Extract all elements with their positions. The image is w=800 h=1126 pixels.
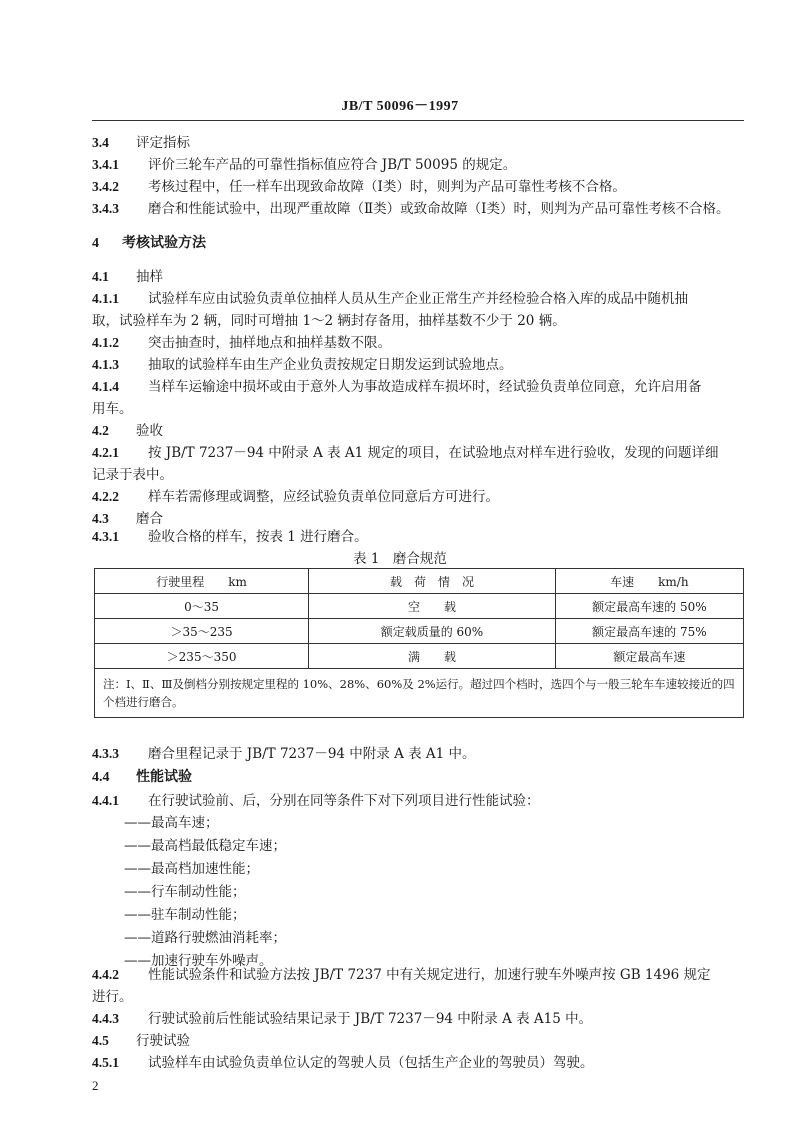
- clause-4-4: 4.4 性能试验: [92, 769, 192, 785]
- dash-item: ——最高档加速性能；: [124, 861, 259, 877]
- table-cell: 满 载: [309, 644, 556, 669]
- clause-4-3-1: 4.3.1 验收合格的样车，按表 1 进行磨合。: [92, 529, 368, 545]
- table-cell: 额定最高车速的 75%: [555, 619, 743, 644]
- table-cell: 额定载质量的 60%: [309, 619, 556, 644]
- table-header-cell: 载 荷 情 况: [309, 569, 556, 594]
- table-note: 注：Ⅰ、Ⅱ、Ⅲ及倒档分别按规定里程的 10%、28%、60%及 2%运行。超过四个档时，选四个与一般三轮车车速较接近的四个档进行磨合。: [95, 669, 744, 718]
- table-row: [95, 644, 744, 669]
- clause-4-1-4: 4.1.4 当样车运输途中损坏或由于意外人为事故造成样车损坏时，经试验负责单位同意，允许启用备: [92, 379, 702, 395]
- table-cell: ＞235～350: [95, 644, 309, 669]
- clause-4-1: 4.1 抽样: [92, 269, 163, 285]
- dash-item: ——最高车速；: [124, 815, 219, 831]
- table-caption: 表 1 磨合规范: [353, 551, 447, 567]
- clause-3-4-1: 3.4.1 评价三轮车产品的可靠性指标值应符合 JB/T 50095 的规定。: [92, 157, 517, 173]
- table-header-row: [95, 569, 744, 594]
- dash-item: ——道路行驶燃油消耗率；: [124, 930, 286, 946]
- clause-3-4-3: 3.4.3 磨合和性能试验中，出现严重故障（Ⅱ类）或致命故障（Ⅰ类）时，则判为产品可靠性考核不合格。: [92, 201, 730, 217]
- clause-4-1-1: 4.1.1 试验样车应由试验负责单位抽样人员从生产企业正常生产并经检验合格入库的成品中随机抽: [92, 291, 688, 307]
- section-4-heading: 4 考核试验方法: [92, 235, 206, 251]
- dash-item: ——加速行驶车外噪声。: [124, 953, 273, 969]
- clause-4-1-1-cont: 取，试验样车为 2 辆，同时可增抽 1～2 辆封存备用，抽样基数不少于 20 辆。: [92, 313, 566, 329]
- table-cell: 额定最高车速: [555, 644, 743, 669]
- table-header-cell: 车速 km/h: [555, 569, 743, 594]
- page-number: 2: [92, 1078, 99, 1093]
- dash-item: ——行车制动性能；: [124, 884, 246, 900]
- clause-4-4-1: 4.4.1 在行驶试验前、后，分别在同等条件下对下列项目进行性能试验：: [92, 793, 540, 809]
- running-in-table: [94, 568, 744, 718]
- clause-4-2-2: 4.2.2 样车若需修理或调整，应经试验负责单位同意后方可进行。: [92, 489, 499, 505]
- document-header: JB/T 50096－1997: [341, 99, 459, 114]
- clause-4-1-2: 4.1.2 突击抽查时，抽样地点和抽样基数不限。: [92, 335, 391, 351]
- clause-4-2: 4.2 验收: [92, 423, 163, 439]
- clause-4-2-1-cont: 记录于表中。: [92, 467, 173, 483]
- table-row: [95, 619, 744, 644]
- dash-item: ——驻车制动性能；: [124, 907, 246, 923]
- clause-4-5: 4.5 行驶试验: [92, 1033, 190, 1049]
- table-cell: ＞35～235: [95, 619, 309, 644]
- clause-4-5-1: 4.5.1 试验样车由试验负责单位认定的驾驶人员（包括生产企业的驾驶员）驾驶。: [92, 1055, 594, 1071]
- dash-item: ——最高档最低稳定车速；: [124, 838, 286, 854]
- clause-4-2-1: 4.2.1 按 JB/T 7237－94 中附录 A 表 A1 规定的项目，在试验地点对样车进行验收，发现的问题详细: [92, 445, 719, 461]
- table-header-cell: 行驶里程 km: [95, 569, 309, 594]
- table-cell: 空 载: [309, 594, 556, 619]
- clause-3-4: 3.4 评定指标: [92, 135, 190, 151]
- clause-4-3-3: 4.3.3 磨合里程记录于 JB/T 7237－94 中附录 A 表 A1 中。: [92, 746, 476, 762]
- table-row: [95, 594, 744, 619]
- table-note-row: [95, 669, 744, 718]
- clause-4-4-3: 4.4.3 行驶试验前后性能试验结果记录于 JB/T 7237－94 中附录 A 表 A15 中。: [92, 1011, 593, 1027]
- clause-4-4-2-cont: 进行。: [92, 989, 133, 1005]
- clause-3-4-2: 3.4.2 考核过程中，任一样车出现致命故障（Ⅰ类）时，则判为产品可靠性考核不合格。: [92, 179, 626, 195]
- clause-4-4-2: 4.4.2 性能试验条件和试验方法按 JB/T 7237 中有关规定进行，加速行驶车外噪声按 GB 1496 规定: [92, 967, 711, 983]
- clause-4-1-4-cont: 用车。: [92, 401, 133, 417]
- clause-4-3: 4.3 磨合: [92, 511, 163, 527]
- header-rule: [92, 120, 744, 121]
- table-cell: 额定最高车速的 50%: [555, 594, 743, 619]
- clause-4-1-3: 4.1.3 抽取的试验样车由生产企业负责按规定日期发运到试验地点。: [92, 357, 513, 373]
- table-cell: 0～35: [95, 594, 309, 619]
